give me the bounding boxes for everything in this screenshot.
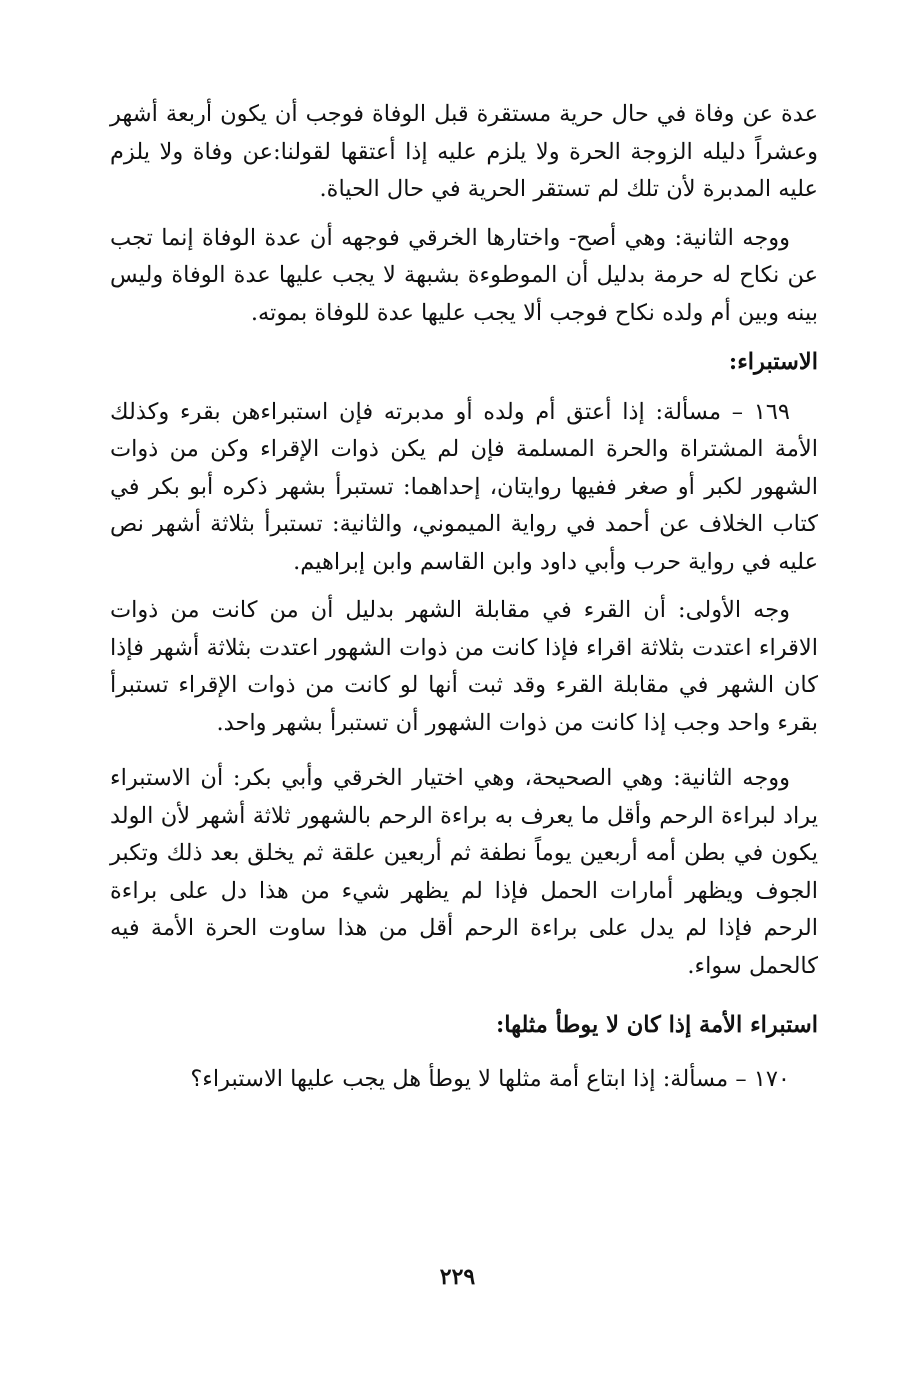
page-number: ٢٢٩ [439,1264,476,1290]
paragraph-1: عدة عن وفاة في حال حرية مستقرة قبل الوفاة فوجب أن يكون أربعة أشهر وعشراً دليله الزوجة الحرة ولا يلزم عليه إذا أعتقها لقولنا:عن وفاة ولا يلزم عليه المدبرة لأن تلك لم تستقر الحرية في حال الحياة. [110,101,818,202]
page-body [110,96,818,1109]
paragraph-masala-169: ١٦٩ – مسألة: إذا أعتق أم ولده أو مدبرته فإن استبراءهن بقرء وكذلك الأمة المشتراة والحرة المسلمة فإن لم يكن ذوات الإقراء وكن من ذوات الشهور لكبر أو صغر ففيها روايتان، إحداهما: تستبرأ بشهر ذكره أبو بكر في كتاب الخلاف عن أحمد في رواية الميموني، والثانية: تستبرأ بثلاثة أشهر نص عليه في رواية حرب وأبي داود وابن القاسم وابن إبراهيم. [110,398,818,575]
paragraph-masala-170: ١٧٠ – مسألة: إذا ابتاع أمة مثلها لا يوطأ هل يجب عليها الاستبراء؟ [190,1065,790,1092]
section-heading-amah: استبراء الأمة إذا كان لا يوطأ مثلها: [495,1012,818,1038]
paragraph-2: ووجه الثانية: وهي أصح- واختارها الخرقي فوجهه أن عدة الوفاة إنما تجب عن نكاح له حرمة بدليل أن الموطوءة بشبهة لا يجب عليها عدة الوفاة وليس بينه وبين أم ولده نكاح فوجب ألا يجب عليها عدة للوفاة بموته. [110,224,818,326]
paragraph-second-view: ووجه الثانية: وهي الصحيحة، وهي اختيار الخرقي وأبي بكر: أن الاستبراء يراد لبراءة الرحم وأقل ما يعرف به براءة الرحم بالشهور ثلاثة أشهر لأن الولد يكون في بطن أمه أربعين يوماً نطفة ثم أربعين علقة ثم يخلق بعد ذلك وتكبر الجوف ويظهر أمارات الحمل فإذا لم يظهر شيء من هذا دل على براءة الرحم فإذا لم يدل على براءة الرحم أقل من هذا ساوت الحرة الأمة فيه كالحمل سواء. [110,765,818,979]
paragraph-first-view: وجه الأولى: أن القرء في مقابلة الشهر بدليل أن من كانت من ذوات الاقراء اعتدت بثلاثة اقراء فإذا كانت من ذوات الشهور اعتدت بثلاثة أشهر فإذا كان الشهر في مقابلة القرء وقد ثبت أنها لو كانت من ذوات الإقراء تستبرأ بقرء واحد وجب إذا كانت من ذوات الشهور أن تستبرأ بشهر واحد. [110,597,818,736]
section-heading-istibra: الاستبراء: [728,349,818,375]
